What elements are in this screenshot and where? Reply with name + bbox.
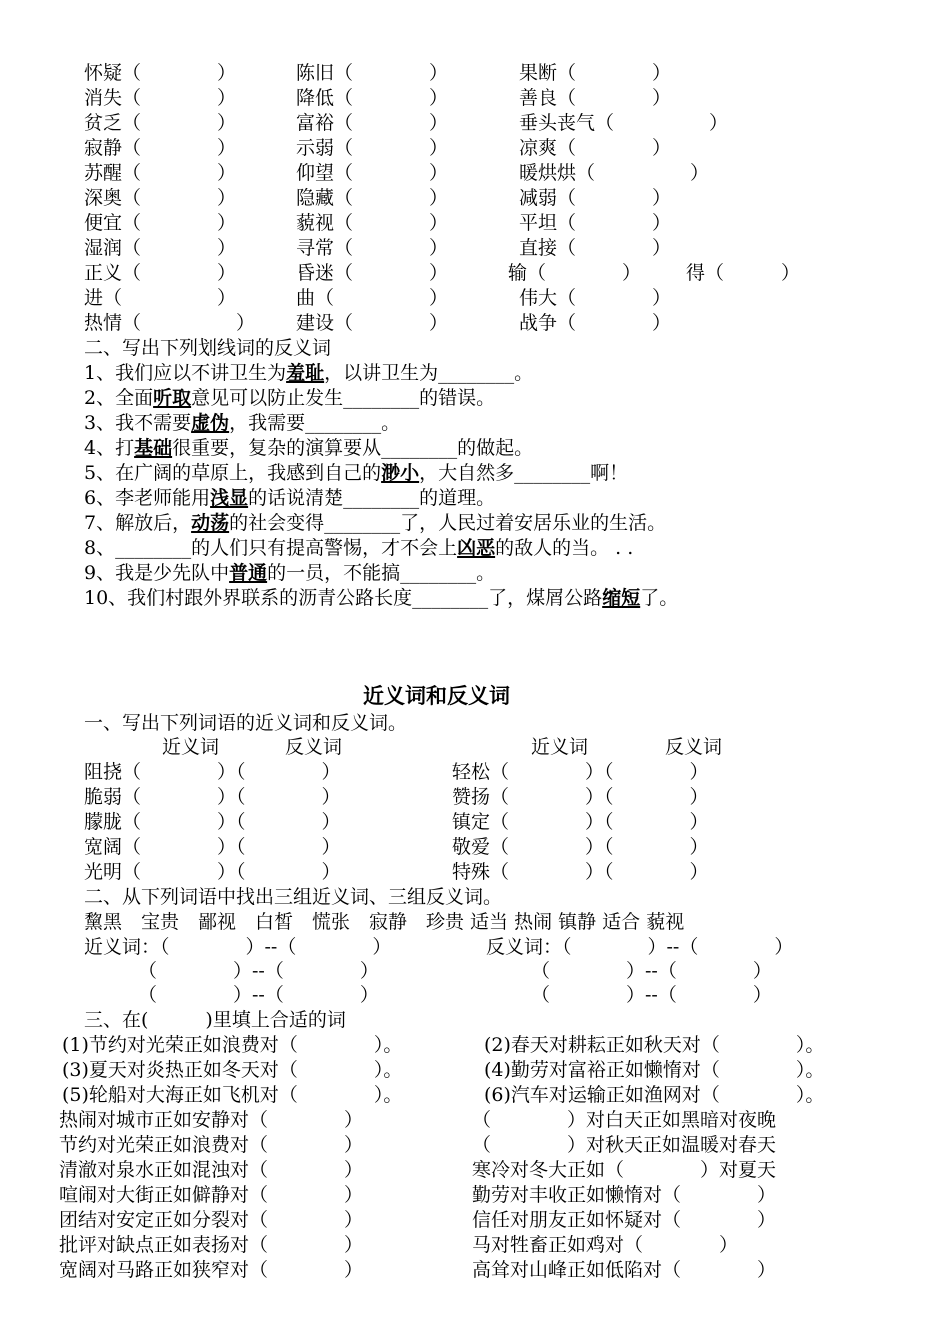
sentence-text: 8、________的人们只有提高警惕，才不会上 <box>84 537 458 559</box>
antonym-item: 热情（ ） <box>84 312 256 334</box>
analogy-item: 信任对朋友正如怀疑对（ ） <box>472 1209 777 1231</box>
sentence-text: 的社会变得________了，人民过着安居乐业的生活。 <box>229 512 667 534</box>
analogy-item: （ ）对秋天正如温暖对春天 <box>472 1134 777 1156</box>
sentence-text: 10、我们村跟外界联系的沥青公路长度________了，煤屑公路 <box>84 587 603 609</box>
column-header: 近义词 <box>162 736 220 758</box>
synonym-antonym-item: 特殊（ ）（ ） <box>452 861 709 883</box>
synonym-antonym-item: 光明（ ）（ ） <box>84 861 341 883</box>
antonym-item: 输（ ） <box>508 262 642 284</box>
sentence-item <box>84 511 666 535</box>
sentence-text: 2、全面 <box>84 387 154 409</box>
underlined-word: 凶恶 <box>457 537 496 559</box>
sentence-text: 3、我不需要 <box>84 412 192 434</box>
analogy-item: (4)勤劳对富裕正如懒惰对（ ）。 <box>484 1059 825 1081</box>
section-heading: 三、在( )里填上合适的词 <box>84 1009 346 1031</box>
antonym-item: 苏醒（ ） <box>84 162 237 184</box>
antonym-item: 便宜（ ） <box>84 212 237 234</box>
antonym-item: 果断（ ） <box>519 62 672 84</box>
antonym-item: 消失（ ） <box>84 87 237 109</box>
analogy-item: (5)轮船对大海正如飞机对（ ）。 <box>62 1084 403 1106</box>
antonym-item: 建设（ ） <box>296 312 449 334</box>
sentence-text: 了。 <box>640 587 679 609</box>
analogy-item: （ ）对白天正如黑暗对夜晚 <box>472 1109 777 1131</box>
antonym-item: 凉爽（ ） <box>519 137 672 159</box>
antonym-item: 降低（ ） <box>296 87 449 109</box>
analogy-item: 团结对安定正如分裂对（ ） <box>59 1209 364 1231</box>
analogy-item: 高耸对山峰正如低陷对（ ） <box>472 1259 777 1281</box>
analogy-item: 宽阔对马路正如狭窄对（ ） <box>59 1259 364 1281</box>
analogy-item: 勤劳对丰收正如懒惰对（ ） <box>472 1184 777 1206</box>
sentence-text: 6、李老师能用 <box>84 487 211 509</box>
sentence-item <box>84 361 533 385</box>
antonym-item: 深奥（ ） <box>84 187 237 209</box>
analogy-item: 喧闹对大街正如僻静对（ ） <box>59 1184 364 1206</box>
underlined-word: 动荡 <box>191 512 230 534</box>
section-heading: 二、从下列词语中找出三组近义词、三组反义词。 <box>84 886 503 908</box>
analogy-item: (6)汽车对运输正如渔网对（ ）。 <box>484 1084 825 1106</box>
sentence-item <box>84 561 495 585</box>
word-bank: 黧黑 宝贵 鄙视 白皙 慌张 寂静 珍贵 适当 热闹 镇静 适合 藐视 <box>84 911 685 933</box>
antonym-item: 仰望（ ） <box>296 162 449 184</box>
underlined-word: 听取 <box>153 387 192 409</box>
synonym-antonym-item: 敬爱（ ）（ ） <box>452 836 709 858</box>
antonym-item: 战争（ ） <box>519 312 672 334</box>
section-heading: 二、写出下列划线词的反义词 <box>84 337 332 359</box>
synonym-antonym-item: 朦胧（ ）（ ） <box>84 811 341 833</box>
sentence-text: ，以讲卫生为________。 <box>324 362 534 384</box>
sentence-text: 4、打 <box>84 437 135 459</box>
antonym-item: 寻常（ ） <box>296 237 449 259</box>
underlined-word: 基础 <box>134 437 173 459</box>
underlined-word: 羞耻 <box>286 362 325 384</box>
analogy-item: 节约对光荣正如浪费对（ ） <box>59 1134 364 1156</box>
pair-answer-row: （ ）--（ ） <box>531 960 772 982</box>
pair-answer-row: 近义词：（ ）--（ ） <box>84 936 392 958</box>
column-header: 近义词 <box>531 736 589 758</box>
sentence-text: 很重要，复杂的演算要从________的做起。 <box>172 437 534 459</box>
sentence-text: 的一员，不能搞________。 <box>267 562 496 584</box>
sentence-text: 意见可以防止发生________的错误。 <box>191 387 496 409</box>
underlined-word: 渺小 <box>381 462 420 484</box>
sentence-text: ，大自然多________啊！ <box>419 462 629 484</box>
sentence-item <box>84 411 400 435</box>
column-header: 反义词 <box>285 736 343 758</box>
antonym-item: 减弱（ ） <box>519 187 672 209</box>
synonym-antonym-item: 赞扬（ ）（ ） <box>452 786 709 808</box>
underlined-word: 虚伪 <box>191 412 230 434</box>
synonym-antonym-item: 阻挠（ ）（ ） <box>84 761 341 783</box>
antonym-item: 陈旧（ ） <box>296 62 449 84</box>
antonym-item: 湿润（ ） <box>84 237 237 259</box>
antonym-item: 藐视（ ） <box>296 212 449 234</box>
pair-answer-row: （ ）--（ ） <box>138 984 379 1006</box>
column-header: 反义词 <box>665 736 723 758</box>
analogy-item: 清澈对泉水正如混浊对（ ） <box>59 1159 364 1181</box>
analogy-item: (3)夏天对炎热正如冬天对（ ）。 <box>62 1059 403 1081</box>
pair-answer-row: （ ）--（ ） <box>531 984 772 1006</box>
synonym-antonym-item: 镇定（ ）（ ） <box>452 811 709 833</box>
antonym-item: 伟大（ ） <box>519 287 672 309</box>
antonym-item: 平坦（ ） <box>519 212 672 234</box>
pair-answer-row: （ ）--（ ） <box>138 960 379 982</box>
analogy-item: 马对牲畜正如鸡对（ ） <box>472 1234 739 1256</box>
antonym-item: 隐藏（ ） <box>296 187 449 209</box>
antonym-item: 贫乏（ ） <box>84 112 237 134</box>
analogy-item: 寒冷对冬大正如（ ）对夏天 <box>472 1159 777 1181</box>
sentence-text: 9、我是少先队中 <box>84 562 230 584</box>
antonym-item: 善良（ ） <box>519 87 672 109</box>
analogy-item: 批评对缺点正如表扬对（ ） <box>59 1234 364 1256</box>
antonym-item: 得（ ） <box>686 262 801 284</box>
antonym-item: 怀疑（ ） <box>84 62 237 84</box>
underlined-word: 缩短 <box>602 587 641 609</box>
sentence-text: 的敌人的当。 . . <box>495 537 634 559</box>
antonym-item: 正义（ ） <box>84 262 237 284</box>
antonym-item: 直接（ ） <box>519 237 672 259</box>
analogy-item: (2)春天对耕耘正如秋天对（ ）。 <box>484 1034 825 1056</box>
antonym-item: 昏迷（ ） <box>296 262 449 284</box>
underlined-word: 普通 <box>229 562 268 584</box>
sentence-text: ，我需要________。 <box>229 412 401 434</box>
antonym-item: 富裕（ ） <box>296 112 449 134</box>
sentence-item <box>84 436 533 460</box>
page-title: 近义词和反义词 <box>363 683 510 708</box>
section-heading: 一、写出下列词语的近义词和反义词。 <box>84 712 408 734</box>
sentence-text: 5、在广阔的草原上，我感到自己的 <box>84 462 382 484</box>
synonym-antonym-item: 轻松（ ）（ ） <box>452 761 709 783</box>
sentence-item <box>84 536 633 560</box>
underlined-word: 浅显 <box>210 487 249 509</box>
antonym-item: 垂头丧气（ ） <box>519 112 729 134</box>
pair-answer-row: 反义词：（ ）--（ ） <box>486 936 794 958</box>
sentence-item <box>84 386 495 410</box>
synonym-antonym-item: 宽阔（ ）（ ） <box>84 836 341 858</box>
antonym-item: 曲（ ） <box>296 287 449 309</box>
sentence-item <box>84 461 628 485</box>
sentence-text: 1、我们应以不讲卫生为 <box>84 362 287 384</box>
sentence-text: 7、解放后， <box>84 512 192 534</box>
analogy-item: 热闹对城市正如安静对（ ） <box>59 1109 364 1131</box>
synonym-antonym-item: 脆弱（ ）（ ） <box>84 786 341 808</box>
sentence-item <box>84 586 678 610</box>
antonym-item: 示弱（ ） <box>296 137 449 159</box>
antonym-item: 寂静（ ） <box>84 137 237 159</box>
antonym-item: 暖烘烘（ ） <box>519 162 710 184</box>
sentence-text: 的话说清楚________的道理。 <box>248 487 496 509</box>
antonym-item: 进（ ） <box>84 287 237 309</box>
analogy-item: (1)节约对光荣正如浪费对（ ）。 <box>62 1034 403 1056</box>
sentence-item <box>84 486 495 510</box>
